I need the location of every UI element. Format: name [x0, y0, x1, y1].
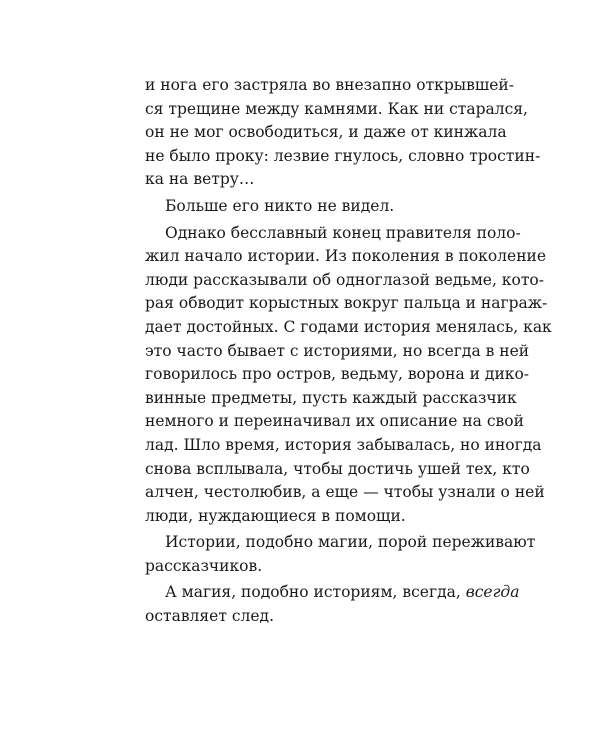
text-line: немного и переиначивал их описание на свой [145, 412, 524, 431]
text-line: люди рассказывали об одноглазой ведьме, кото- [145, 270, 544, 289]
text-line: дает достойных. С годами история менялась, как [145, 317, 552, 336]
text-line: ся трещине между камнями. Как ни старался, [145, 99, 528, 118]
text-line: и нога его застряла во внезапно открывшей- [145, 76, 514, 94]
text-line: люди, нуждающиеся в помощи. [145, 506, 406, 525]
text-line: это часто бывает с историями, но всегда в ней [145, 341, 530, 360]
text-line: оставляет след. [145, 607, 275, 626]
text-line: ка на ветру… [145, 170, 255, 189]
text-line: винные предметы, пусть каждый рассказчик [145, 388, 517, 407]
text-line: он не мог освободиться, и даже от кинжала [145, 123, 507, 142]
emphasis-text: всегда [465, 583, 520, 602]
text-line: снова всплывала, чтобы достичь ушей тех, кто [145, 459, 530, 478]
text-line: Истории, подобно магии, порой переживают [165, 533, 536, 552]
text-line: Больше его никто не видел. [165, 196, 395, 215]
text-line: Однако бесславный конец правителя поло- [165, 223, 521, 242]
text-line: лад. Шло время, история забывалась, но иногда [145, 435, 542, 454]
text-line: не было проку: лезвие гнулось, словно тростин- [145, 146, 541, 165]
text-line: рассказчиков. [145, 556, 263, 575]
text-line: жил начало истории. Из поколения в поколение [145, 247, 547, 266]
body-text [145, 74, 552, 629]
text-line: алчен, честолюбив, а еще — чтобы узнали о ней [145, 483, 545, 502]
text-line [145, 581, 520, 605]
text-fragment: А магия, подобно историям, всегда, [165, 583, 461, 602]
text-line: рая обводит корыстных вокруг пальца и награж- [145, 294, 548, 313]
text-line: говорилось про остров, ведьму, ворона и дико- [145, 365, 530, 384]
